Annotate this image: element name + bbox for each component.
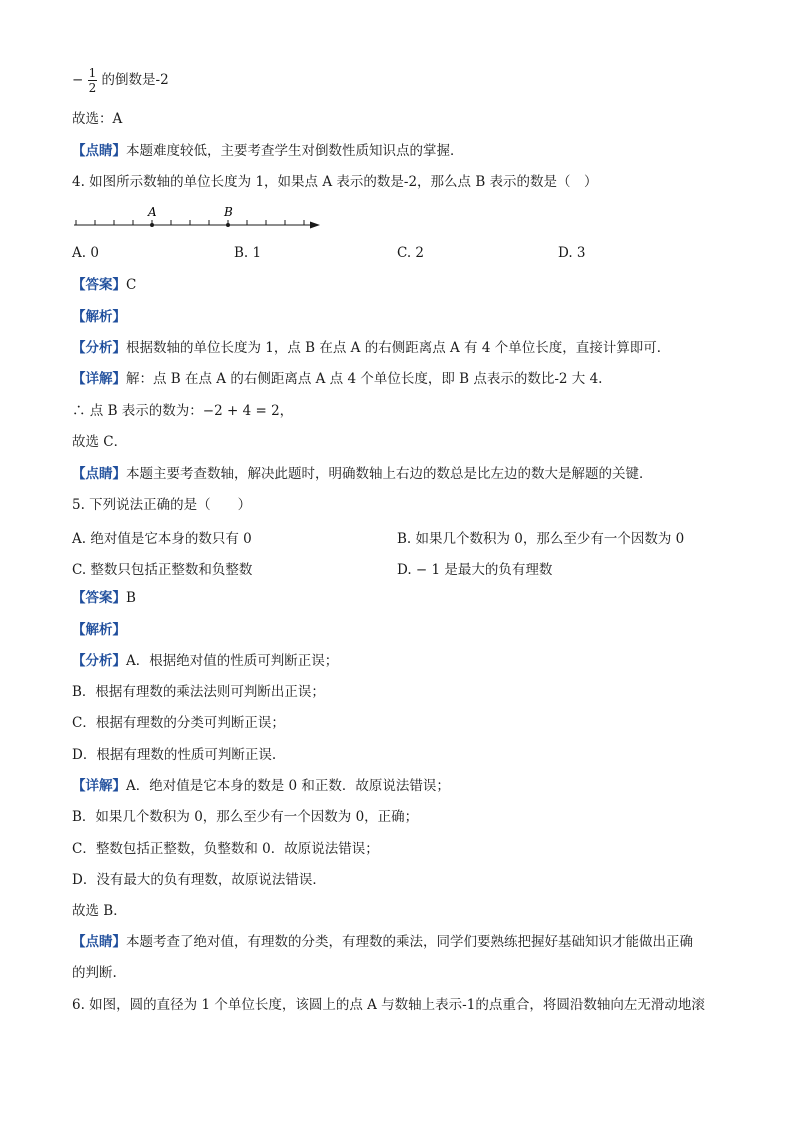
choose-line: 故选：A xyxy=(72,111,123,127)
q5-choose: 故选 B． xyxy=(72,903,127,919)
q5-comment-2: 的判断. xyxy=(72,965,117,981)
answer-tag: 【答案】 xyxy=(72,277,126,293)
analyze-tag: 【分析】 xyxy=(72,340,126,356)
question-4: 4. 如图所示数轴的单位长度为 1，如果点 A 表示的数是-2，那么点 B 表示的数是（ ） xyxy=(72,174,598,190)
detail-tag: 【详解】 xyxy=(72,778,126,794)
comment-text: 本题难度较低，主要考查学生对倒数性质知识点的掌握． xyxy=(126,143,464,159)
question-6: 6. 如图，圆的直径为 1 个单位长度，该圆上的点 A 与数轴上表示-1的点重合，将圆沿数轴向左无滑动地滚 xyxy=(72,997,705,1013)
detail-text: 解：点 B 在点 A 的右侧距离点 A 点 4 个单位长度，即 B 点表示的数比-2 大 4. xyxy=(126,371,603,387)
point-a-label: A xyxy=(148,205,157,219)
q5-detail-3: C．整数包括正整数，负整数和 0．故原说法错误； xyxy=(72,841,379,857)
point-b-label: B xyxy=(224,205,233,219)
q4-option-d: D. 3 xyxy=(558,245,586,261)
point-a-dot xyxy=(150,223,154,227)
comment-tag: 【点睛】 xyxy=(72,934,126,950)
q4-comment xyxy=(72,465,653,483)
reciprocal-text: 的倒数是-2 xyxy=(101,72,169,88)
fraction xyxy=(88,66,98,95)
question-5: 5. 下列说法正确的是（ ） xyxy=(72,497,252,513)
q5-answer xyxy=(72,589,136,607)
q5-option-d: D. − 1 是最大的负有理数 xyxy=(397,562,553,578)
q5-detail-1 xyxy=(72,777,450,795)
q5-option-c: C. 整数只包括正整数和负整数 xyxy=(72,562,253,578)
q5-analyze-4: D．根据有理数的性质可判断正误. xyxy=(72,747,277,763)
comment-text: 本题主要考查数轴，解决此题时，明确数轴上右边的数总是比左边的数大是解题的关键． xyxy=(126,466,653,482)
answer-tag: 【答案】 xyxy=(72,590,126,606)
q5-option-b: B. 如果几个数积为 0，那么至少有一个因数为 0 xyxy=(397,531,685,547)
q5-detail-4: D．没有最大的负有理数，故原说法错误． xyxy=(72,872,326,888)
q4-option-c: C. 2 xyxy=(397,245,425,261)
analyze-text: A．根据绝对值的性质可判断正误； xyxy=(126,653,339,669)
q5-detail-2: B．如果几个数积为 0，那么至少有一个因数为 0，正确； xyxy=(72,809,419,825)
detail-tag: 【详解】 xyxy=(72,371,126,387)
number-line-figure xyxy=(72,200,332,240)
q5-analysis-tag: 【解析】 xyxy=(72,622,126,638)
q5-comment-1 xyxy=(72,933,693,951)
q4-choose: 故选 C． xyxy=(72,434,128,450)
detail-text: A．绝对值是它本身的数是 0 和正数．故原说法错误； xyxy=(126,778,450,794)
q4-option-a: A. 0 xyxy=(72,245,99,261)
q4-analysis-tag: 【解析】 xyxy=(72,309,126,325)
answer-value: B xyxy=(126,590,136,606)
q5-analyze-3: C．根据有理数的分类可判断正误； xyxy=(72,715,285,731)
point-b-dot xyxy=(226,223,230,227)
number-line-ticks xyxy=(76,220,304,225)
q5-option-a: A. 绝对值是它本身的数只有 0 xyxy=(72,531,252,547)
q4-option-b: B. 1 xyxy=(234,245,262,261)
comment-tag: 【点睛】 xyxy=(72,143,126,159)
q4-detail xyxy=(72,370,602,388)
analyze-tag: 【分析】 xyxy=(72,653,126,669)
fraction-denominator: 2 xyxy=(88,81,97,95)
q4-analyze xyxy=(72,339,670,357)
number-line-arrow xyxy=(310,222,320,229)
answer-value: C xyxy=(126,277,137,293)
comment-text: 本题考查了绝对值，有理数的分类，有理数的乘法，同学们要熟练把握好基础知识才能做出正确 xyxy=(126,934,693,950)
q4-answer xyxy=(72,276,136,294)
q5-analyze-2: B．根据有理数的乘法法则可判断出正误； xyxy=(72,684,325,700)
comment-tag: 【点睛】 xyxy=(72,466,126,482)
q4-calc: ∴ 点 B 表示的数为：−2 + 4 = 2， xyxy=(72,403,294,419)
analyze-text: 根据数轴的单位长度为 1，点 B 在点 A 的右侧距离点 A 有 4 个单位长度，直接计算即可． xyxy=(126,340,671,356)
fraction-numerator: 1 xyxy=(88,66,97,80)
minus-sign: − xyxy=(72,72,84,88)
comment-line xyxy=(72,142,464,160)
reciprocal-line xyxy=(72,66,169,95)
q5-analyze-1 xyxy=(72,652,338,670)
